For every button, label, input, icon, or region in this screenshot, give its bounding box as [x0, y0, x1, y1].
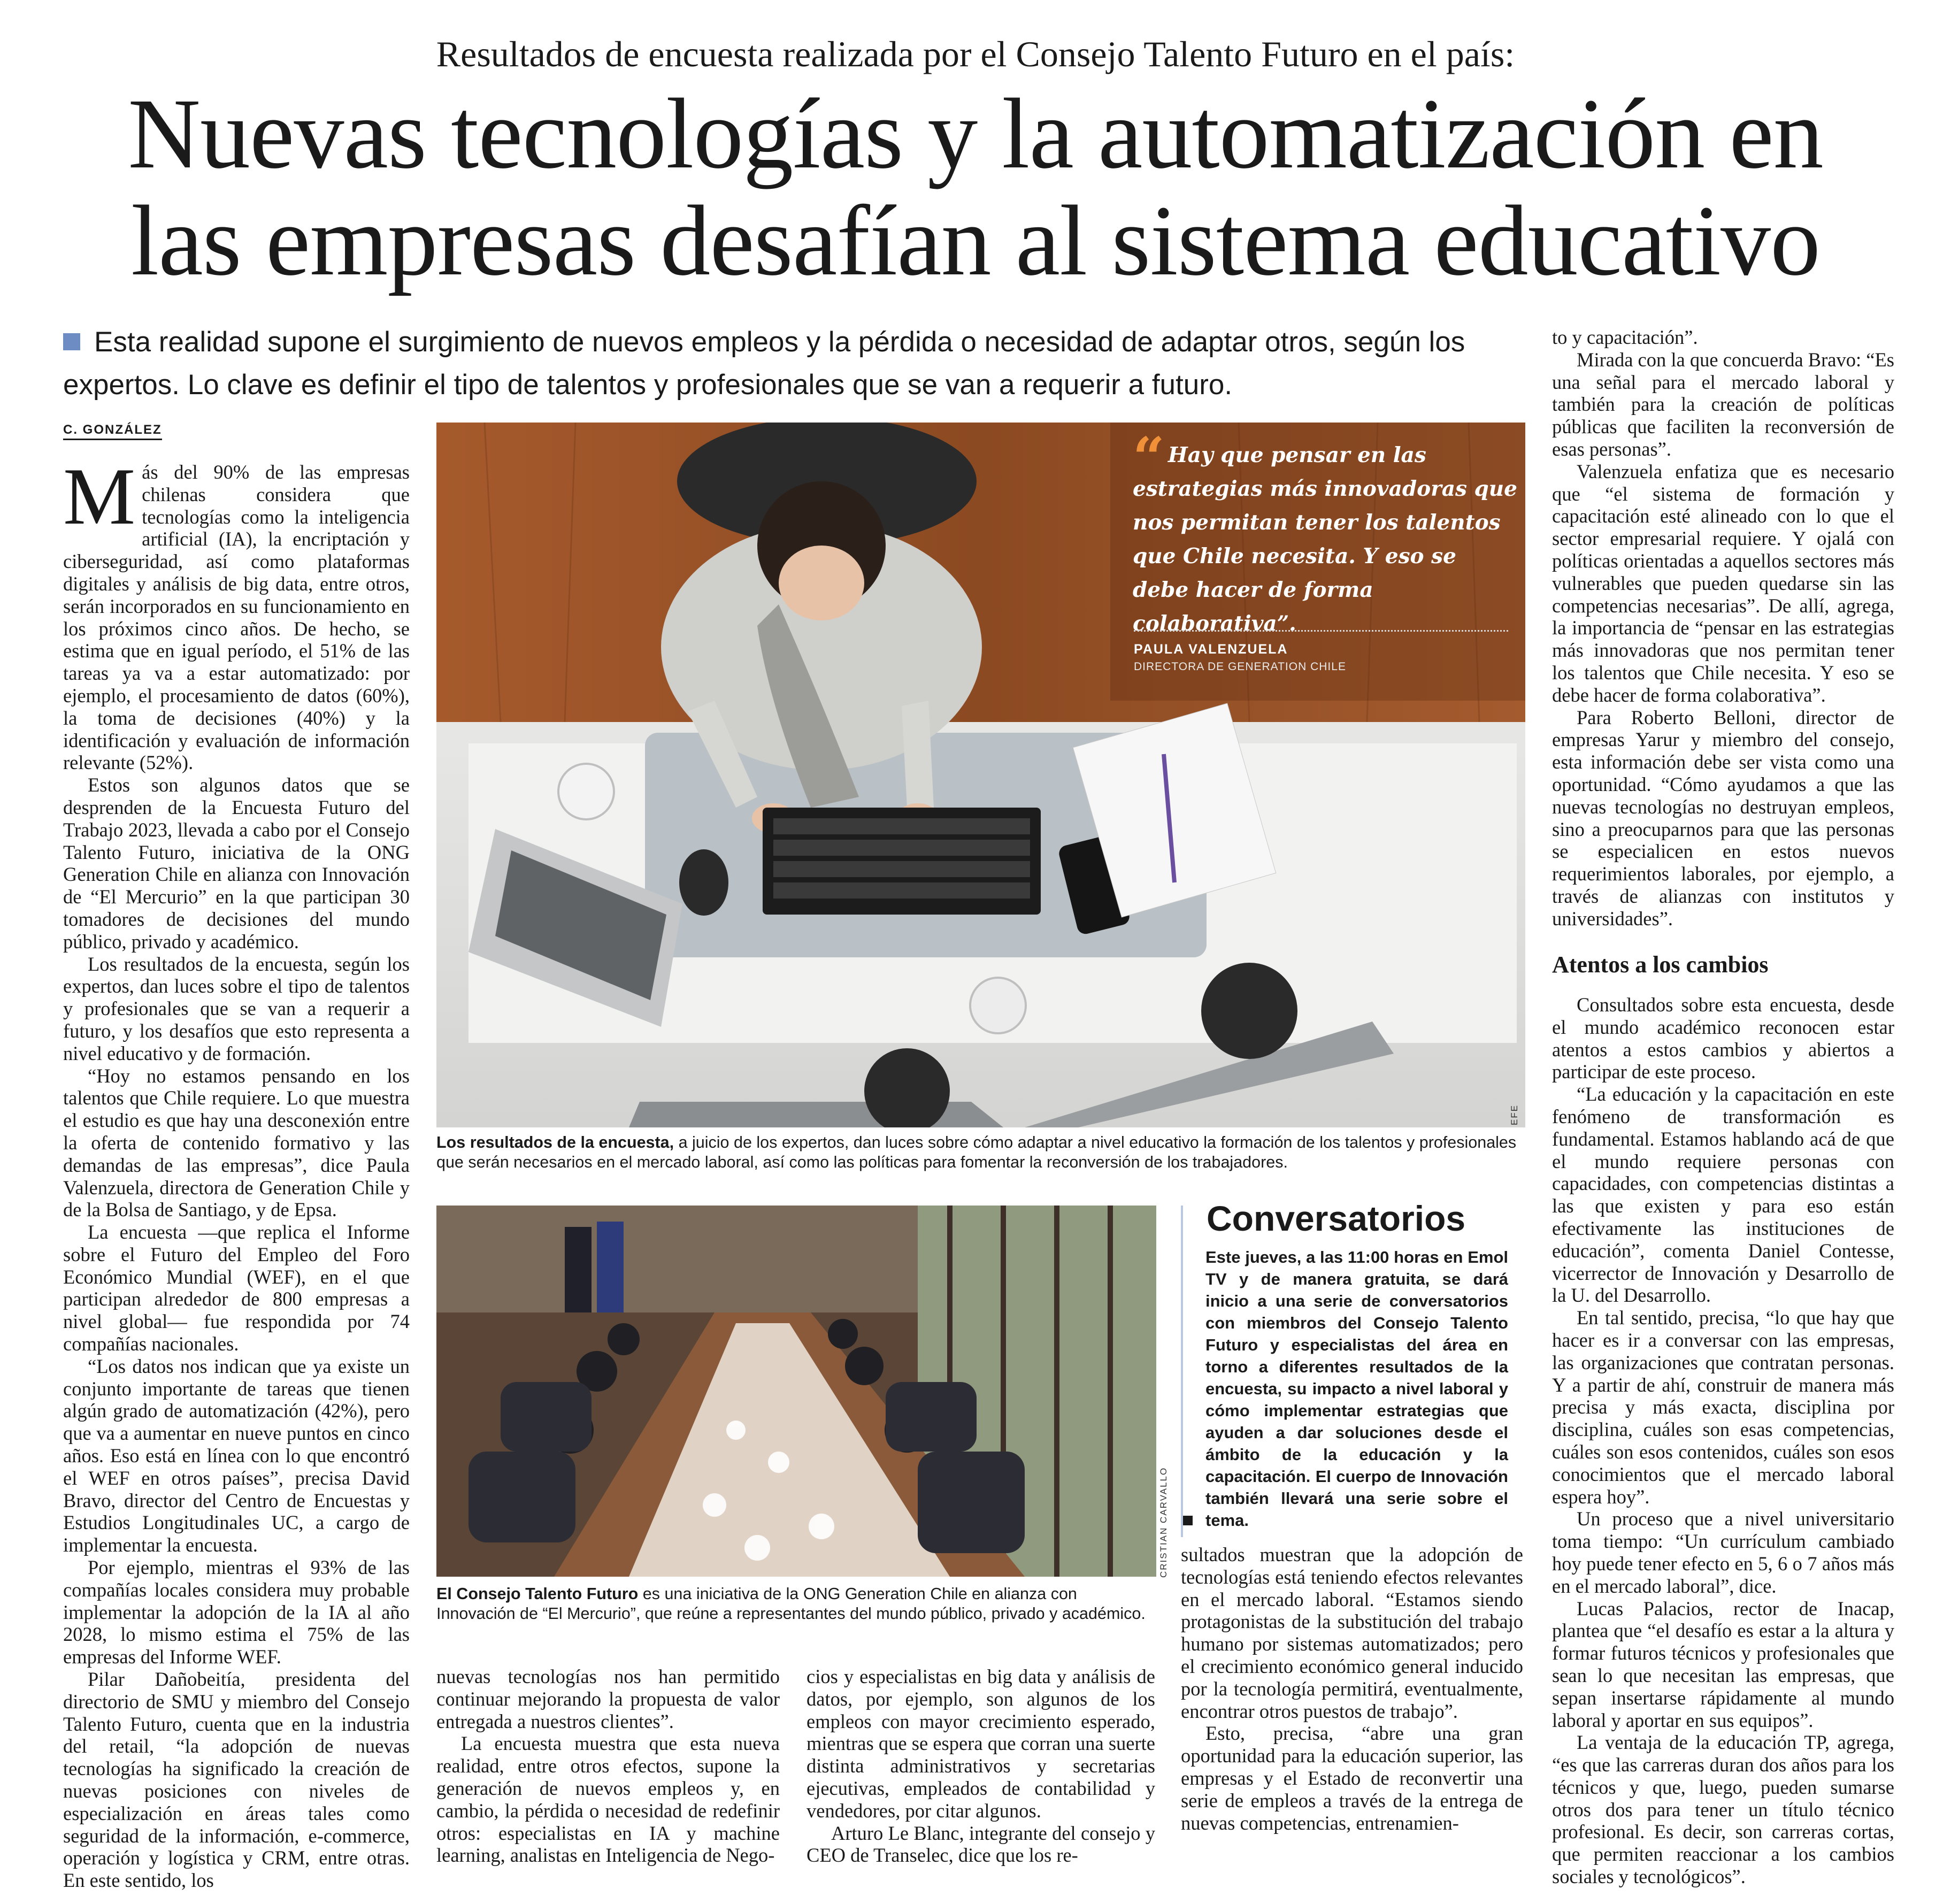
- column-1: [63, 451, 410, 1892]
- paragraph: Consultados sobre esta encuesta, desde el mundo académico reconocen estar atentos a estos cambios y abiertos a participar de este proceso.: [1552, 994, 1894, 1083]
- sidebar-box-rule: [1181, 1206, 1185, 1537]
- pull-quote-divider: [1134, 630, 1508, 632]
- photo-council-meeting: [436, 1206, 1156, 1577]
- paragraph: Esto, precisa, “abre una gran oportunidad para la educación superior, las empresas y el Estado de reconvertir una serie de empleos a través de la entrega de nuevas competencias, entrenamien-: [1181, 1722, 1523, 1834]
- deck-text: Esta realidad supone el surgimiento de nuevos empleos y la pérdida o necesidad de adaptar otros, según los expertos. Lo clave es definir el tipo de talentos y profesionales que se van a requerir a futuro.: [63, 326, 1465, 401]
- paragraph: sultados muestran que la adopción de tecnologías está teniendo efectos relevantes en el mercado laboral. “Estamos siendo protagonistas de la substitución del trabajo humano por sistemas automatizados; pero el crecimiento económico general inducido por la tecnología permitirá, eventualmente, encontrar otros puestos de trabajo”.: [1181, 1544, 1523, 1722]
- pull-quote-name: PAULA VALENZUELA: [1134, 642, 1288, 657]
- photo1-credit: EFE: [1509, 1104, 1519, 1125]
- paragraph: Un proceso que a nivel universitario toma tiempo: “Un currículum cambiado hoy puede tener efecto en 5, 6 o 7 años más en el mercado laboral”, dice.: [1552, 1508, 1894, 1597]
- quote-mark-icon: “: [1133, 425, 1165, 490]
- paragraph: Estos son algunos datos que se desprenden de la Encuesta Futuro del Trabajo 2023, llevada a cabo por el Consejo Talento Futuro, iniciativa de la ONG Generation Chile en alianza con Innovación de “El Mercurio” en la que participan 30 tomadores de decisiones del mundo público, privado y académico.: [63, 774, 410, 953]
- sidebar-box-title: Conversatorios: [1207, 1199, 1466, 1238]
- byline: C. GONZÁLEZ: [63, 423, 162, 440]
- paragraph: En tal sentido, precisa, “lo que hay que hacer es ir a conversar con las empresas, las organizaciones que contratan personas. Y a partir de ahí, construir de manera más precisa y más exacta, disciplina por disciplina, cuáles son esas competencias, cuáles son esos contenidos, cuáles son esos conocimientos que el mercado laboral espera hoy”.: [1552, 1307, 1894, 1508]
- paragraph: Mirada con la que concuerda Bravo: “Es una señal para el mercado laboral y también para la creación de políticas públicas que faciliten la reconversión de esas personas”.: [1552, 348, 1894, 460]
- pull-quote-text: Hay que pensar en las estrategias más innovadoras que nos permitan tener los talentos que Chile necesita. Y eso se debe hacer de forma colaborativa”.: [1133, 443, 1517, 636]
- photo2-credit: CRISTIAN CARVALLO: [1158, 1467, 1169, 1578]
- paragraph: Pilar Dañobeitía, presidenta del directorio de SMU y miembro del Consejo Talento Futuro, cuenta que en la industria del retail, “la adopción de nuevas tecnologías ha significado la creación de nuevas posiciones con niveles de especialización en áreas tales como seguridad de la información, e-commerce, operación y logística y CRM, entre otras. En este sentido, los: [63, 1668, 410, 1892]
- paragraph: Lucas Palacios, rector de Inacap, plantea que “el desafío es estar a la altura y formar futuros técnicos y profesionales que sean lo que necesitan las empresas, que sepan insertarse rápidamente al mundo laboral y aportar en sus equipos”.: [1552, 1597, 1894, 1731]
- pull-quote-role: DIRECTORA DE GENERATION CHILE: [1134, 661, 1346, 673]
- meeting-room-illustration: [436, 1206, 1156, 1577]
- column-5-continued: [1552, 994, 1894, 1888]
- column-2: [436, 1665, 780, 1867]
- drop-cap: M: [63, 451, 136, 541]
- paragraph: “Hoy no estamos pensando en los talentos que Chile requiere. Lo que muestra el estudio es que hay una desconexión entre la oferta de contenido formativo y las demandas de las empresas”, dice Paula Valenzuela, directora de Generation Chile y de la Bolsa de Santiago, y de Epsa.: [63, 1064, 410, 1221]
- subhead-atentos: Atentos a los cambios: [1552, 951, 1769, 978]
- photo2-caption: El Consejo Talento Futuro es una iniciativa de la ONG Generation Chile en alianza con Innovación de “El Mercurio”, que reúne a representantes del mundo público, privado y académico.: [436, 1585, 1146, 1623]
- paragraph: Valenzuela enfatiza que es necesario que “el sistema de formación y capacitación esté alineado con lo que el sector empresarial requiere. Y ojalá con políticas orientadas a aquellos sectores más vulnerables que pueden quedarse sin las competencias necesarias”. De allí, agrega, la importancia de “pensar en las estrategias más innovadoras que nos permitan tener los talentos que Chile necesita. Y eso se debe hacer de forma colaborativa”.: [1552, 460, 1894, 706]
- paragraph: Para Roberto Belloni, director de empresas Yarur y miembro del consejo, esta información debe ser vista como una oportunidad. “Cómo ayudamos a que las nuevas tecnologías no destruyan empleos, sino a preocuparnos para que las personas se especialicen en estos nuevos requerimientos laborales, por ejemplo, a través de alianzas con institutos y universidades”.: [1552, 706, 1894, 930]
- headline-line-1: Nuevas tecnologías y la automatización en: [128, 78, 1823, 189]
- pull-quote: [1133, 425, 1518, 641]
- column-5: [1552, 326, 1894, 930]
- paragraph: to y capacitación”.: [1552, 326, 1698, 348]
- headline: [0, 80, 1951, 294]
- paragraph: La encuesta —que replica el Informe sobre el Futuro del Empleo del Foro Económico Mundial (WEF), en el que participan alrededor de 800 empresas a nivel global— fue respondida por 74 compañías nacionales.: [63, 1221, 410, 1355]
- paragraph: Arturo Le Blanc, integrante del consejo y CEO de Transelec, dice que los re-: [806, 1822, 1155, 1867]
- deck-bullet-icon: [63, 333, 80, 350]
- paragraph: Más del 90% de las empresas chilenas considera que tecnologías como la inteligencia artificial (IA), la encriptación y ciberseguridad, así como plataformas digitales y análisis de big data, entre otros, serán incorporados en su funcionamiento en los próximos cinco años. De hecho, se estima que en igual período, el 51% de las tareas ya va a estar automatizado: por ejemplo, el procesamiento de datos (60%), la toma de decisiones (40%) y la identificación y evaluación de información relevante (52%).: [63, 451, 410, 774]
- sidebar-box-body: Este jueves, a las 11:00 horas en Emol TV y de manera gratuita, se dará inicio a una serie de conversatorios con miembros del Consejo Talento Futuro y especialistas del área en torno a diferentes resultados de la encuesta, su impacto a nivel laboral y cómo implementar estrategias que ayuden a dar soluciones desde el ámbito de la educación y la capacitación. El cuerpo de Innovación también llevará una serie sobre el tema.: [1205, 1248, 1508, 1530]
- column-3: [806, 1665, 1155, 1867]
- kicker: Resultados de encuesta realizada por el Consejo Talento Futuro en el país:: [436, 34, 1515, 74]
- paragraph: La encuesta muestra que esta nueva realidad, entre otros efectos, supone la generación de nuevos empleos y, en cambio, la pérdida o necesidad de redefinir otros: especialistas en IA y machine learning, analistas en Inteligencia de Nego-: [436, 1732, 780, 1867]
- paragraph: “Los datos nos indican que ya existe un conjunto importante de tareas que tienen algún grado de automatización (42%), pero que va a aumentar en nueve puntos en cinco años. Eso está en línea con lo que encontró el WEF en otros países”, precisa David Bravo, director del Centro de Encuestas y Estudios Longitudinales UC, a cargo de implementar la encuesta.: [63, 1355, 410, 1556]
- end-mark-icon: [1183, 1516, 1193, 1525]
- deck: [63, 321, 1518, 406]
- photo1-caption: Los resultados de la encuesta, a juicio de los expertos, dan luces sobre cómo adaptar a nivel educativo la formación de los talentos y profesionales que serán necesarios en el mercado laboral, así como las políticas para fomentar la reconversión de los trabajadores.: [436, 1133, 1517, 1171]
- paragraph: Por ejemplo, mientras el 93% de las compañías locales considera muy probable implementar la adopción de la IA al año 2028, lo mismo estima el 75% de las empresas del Informe WEF.: [63, 1556, 410, 1668]
- headline-line-2: las empresas desafían al sistema educativo: [130, 185, 1821, 296]
- paragraph: nuevas tecnologías nos han permitido continuar mejorando la propuesta de valor entregada a nuestros clientes”.: [436, 1665, 780, 1732]
- column-4: [1181, 1544, 1523, 1834]
- paragraph: La ventaja de la educación TP, agrega, “es que las carreras duran dos años para los técnicos y que, luego, pueden sumarse otros dos para tener un título técnico profesional. Es decir, son carreras cortas, que permiten reaccionar a los cambios sociales y tecnológicos”.: [1552, 1731, 1894, 1888]
- paragraph: cios y especialistas en big data y análisis de datos, por ejemplo, son algunos de los empleos con mayor crecimiento esperado, mientras que se espera que corran una suerte distinta administrativos y secretarias ejecutivas, empleados de contabilidad y vendedores, por citar algunos.: [806, 1665, 1155, 1822]
- paragraph: Los resultados de la encuesta, según los expertos, dan luces sobre el tipo de talentos y profesionales que se van a requerir a futuro, y los desafíos que esto representa a nivel educativo y de formación.: [63, 953, 410, 1064]
- paragraph: “La educación y la capacitación en este fenómeno de transformación es fundamental. Estamos hablando acá de que el mundo requiere personas con capacidades, con competencias distintas a las que existen y para eso están efectivamente las instituciones de educación”, comenta Daniel Contesse, vicerrector de Innovación y Desarrollo de la U. del Desarrollo.: [1552, 1083, 1894, 1307]
